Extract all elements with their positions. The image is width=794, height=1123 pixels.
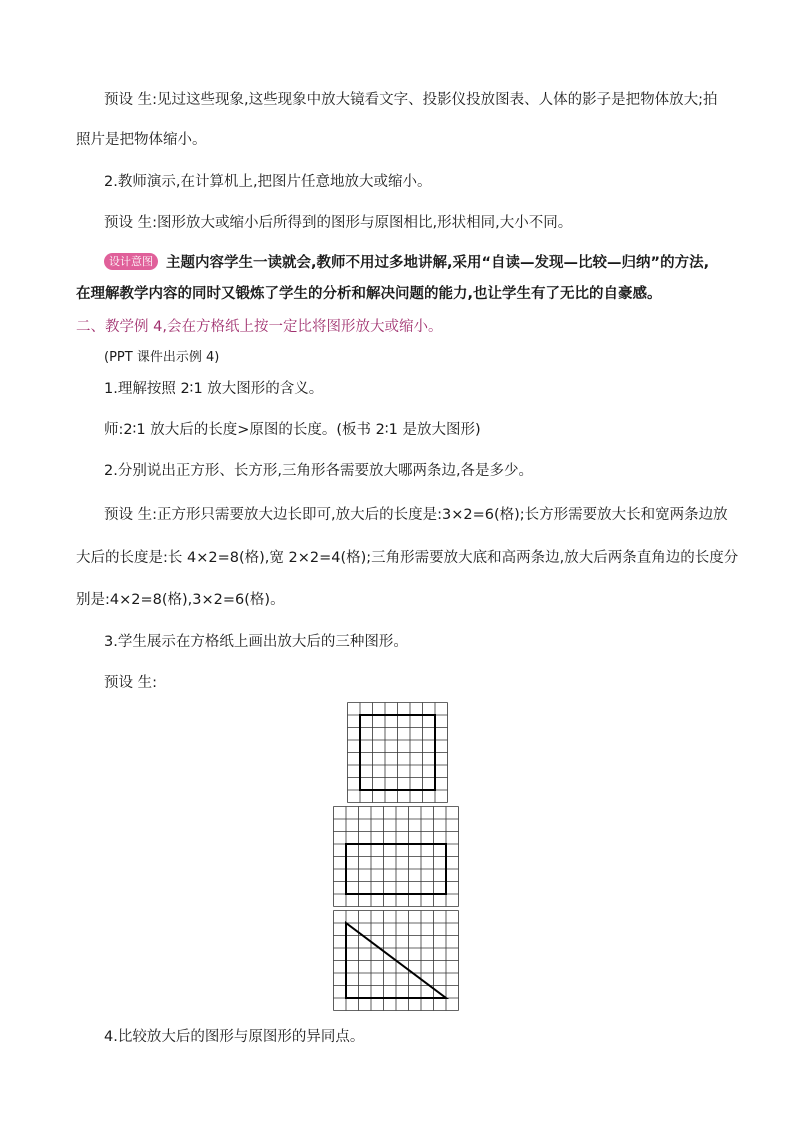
- preset-answer-line-3: 别是:4×2=8(格),3×2=6(格)。: [76, 592, 285, 608]
- design-intent-line-2: 在理解教学内容的同时又锻炼了学生的分析和解决问题的能力,也让学生有了无比的自豪感。: [76, 286, 662, 302]
- teacher-demo: 2.教师演示,在计算机上,把图片任意地放大或缩小。: [104, 174, 432, 190]
- design-intent-badge: 设计意图: [104, 253, 158, 270]
- rectangle-grid-figure: [333, 806, 459, 907]
- question-4: 4.比较放大后的图形与原图形的异同点。: [104, 1029, 365, 1045]
- triangle-grid-figure: [333, 910, 459, 1011]
- question-2: 2.分别说出正方形、长方形,三角形各需要放大哪两条边,各是多少。: [104, 463, 534, 479]
- question-1: 1.理解按照 2∶1 放大图形的含义。: [104, 381, 324, 397]
- section-heading: 二、教学例 4,会在方格纸上按一定比将图形放大或缩小。: [76, 319, 443, 335]
- design-intent-line-1: 主题内容学生一读就会,教师不用过多地讲解,采用“自读—发现—比较—归纳”的方法,: [166, 255, 710, 271]
- preset-answer-line-1: 预设 生:正方形只需要放大边长即可,放大后的长度是:3×2=6(格);长方形需要放大长和宽两条边放: [104, 507, 728, 523]
- preset-answer-line-2: 大后的长度是:长 4×2=8(格),宽 2×2=4(格);三角形需要放大底和高两条边,放大后两条直角边的长度分: [76, 550, 739, 566]
- preset-line-1: 预设 生:见过这些现象,这些现象中放大镜看文字、投影仪投放图表、人体的影子是把物体放大;拍: [104, 92, 718, 108]
- preset-line-2: 照片是把物体缩小。: [76, 132, 207, 148]
- preset-student: 预设 生:: [104, 675, 157, 691]
- preset-shape-same: 预设 生:图形放大或缩小后所得到的图形与原图相比,形状相同,大小不同。: [104, 215, 573, 231]
- square-grid-figure: [347, 702, 448, 803]
- ppt-note: (PPT 课件出示例 4): [104, 350, 220, 365]
- teacher-remark: 师:2∶1 放大后的长度>原图的长度。(板书 2∶1 是放大图形): [104, 422, 481, 438]
- question-3: 3.学生展示在方格纸上画出放大后的三种图形。: [104, 634, 408, 650]
